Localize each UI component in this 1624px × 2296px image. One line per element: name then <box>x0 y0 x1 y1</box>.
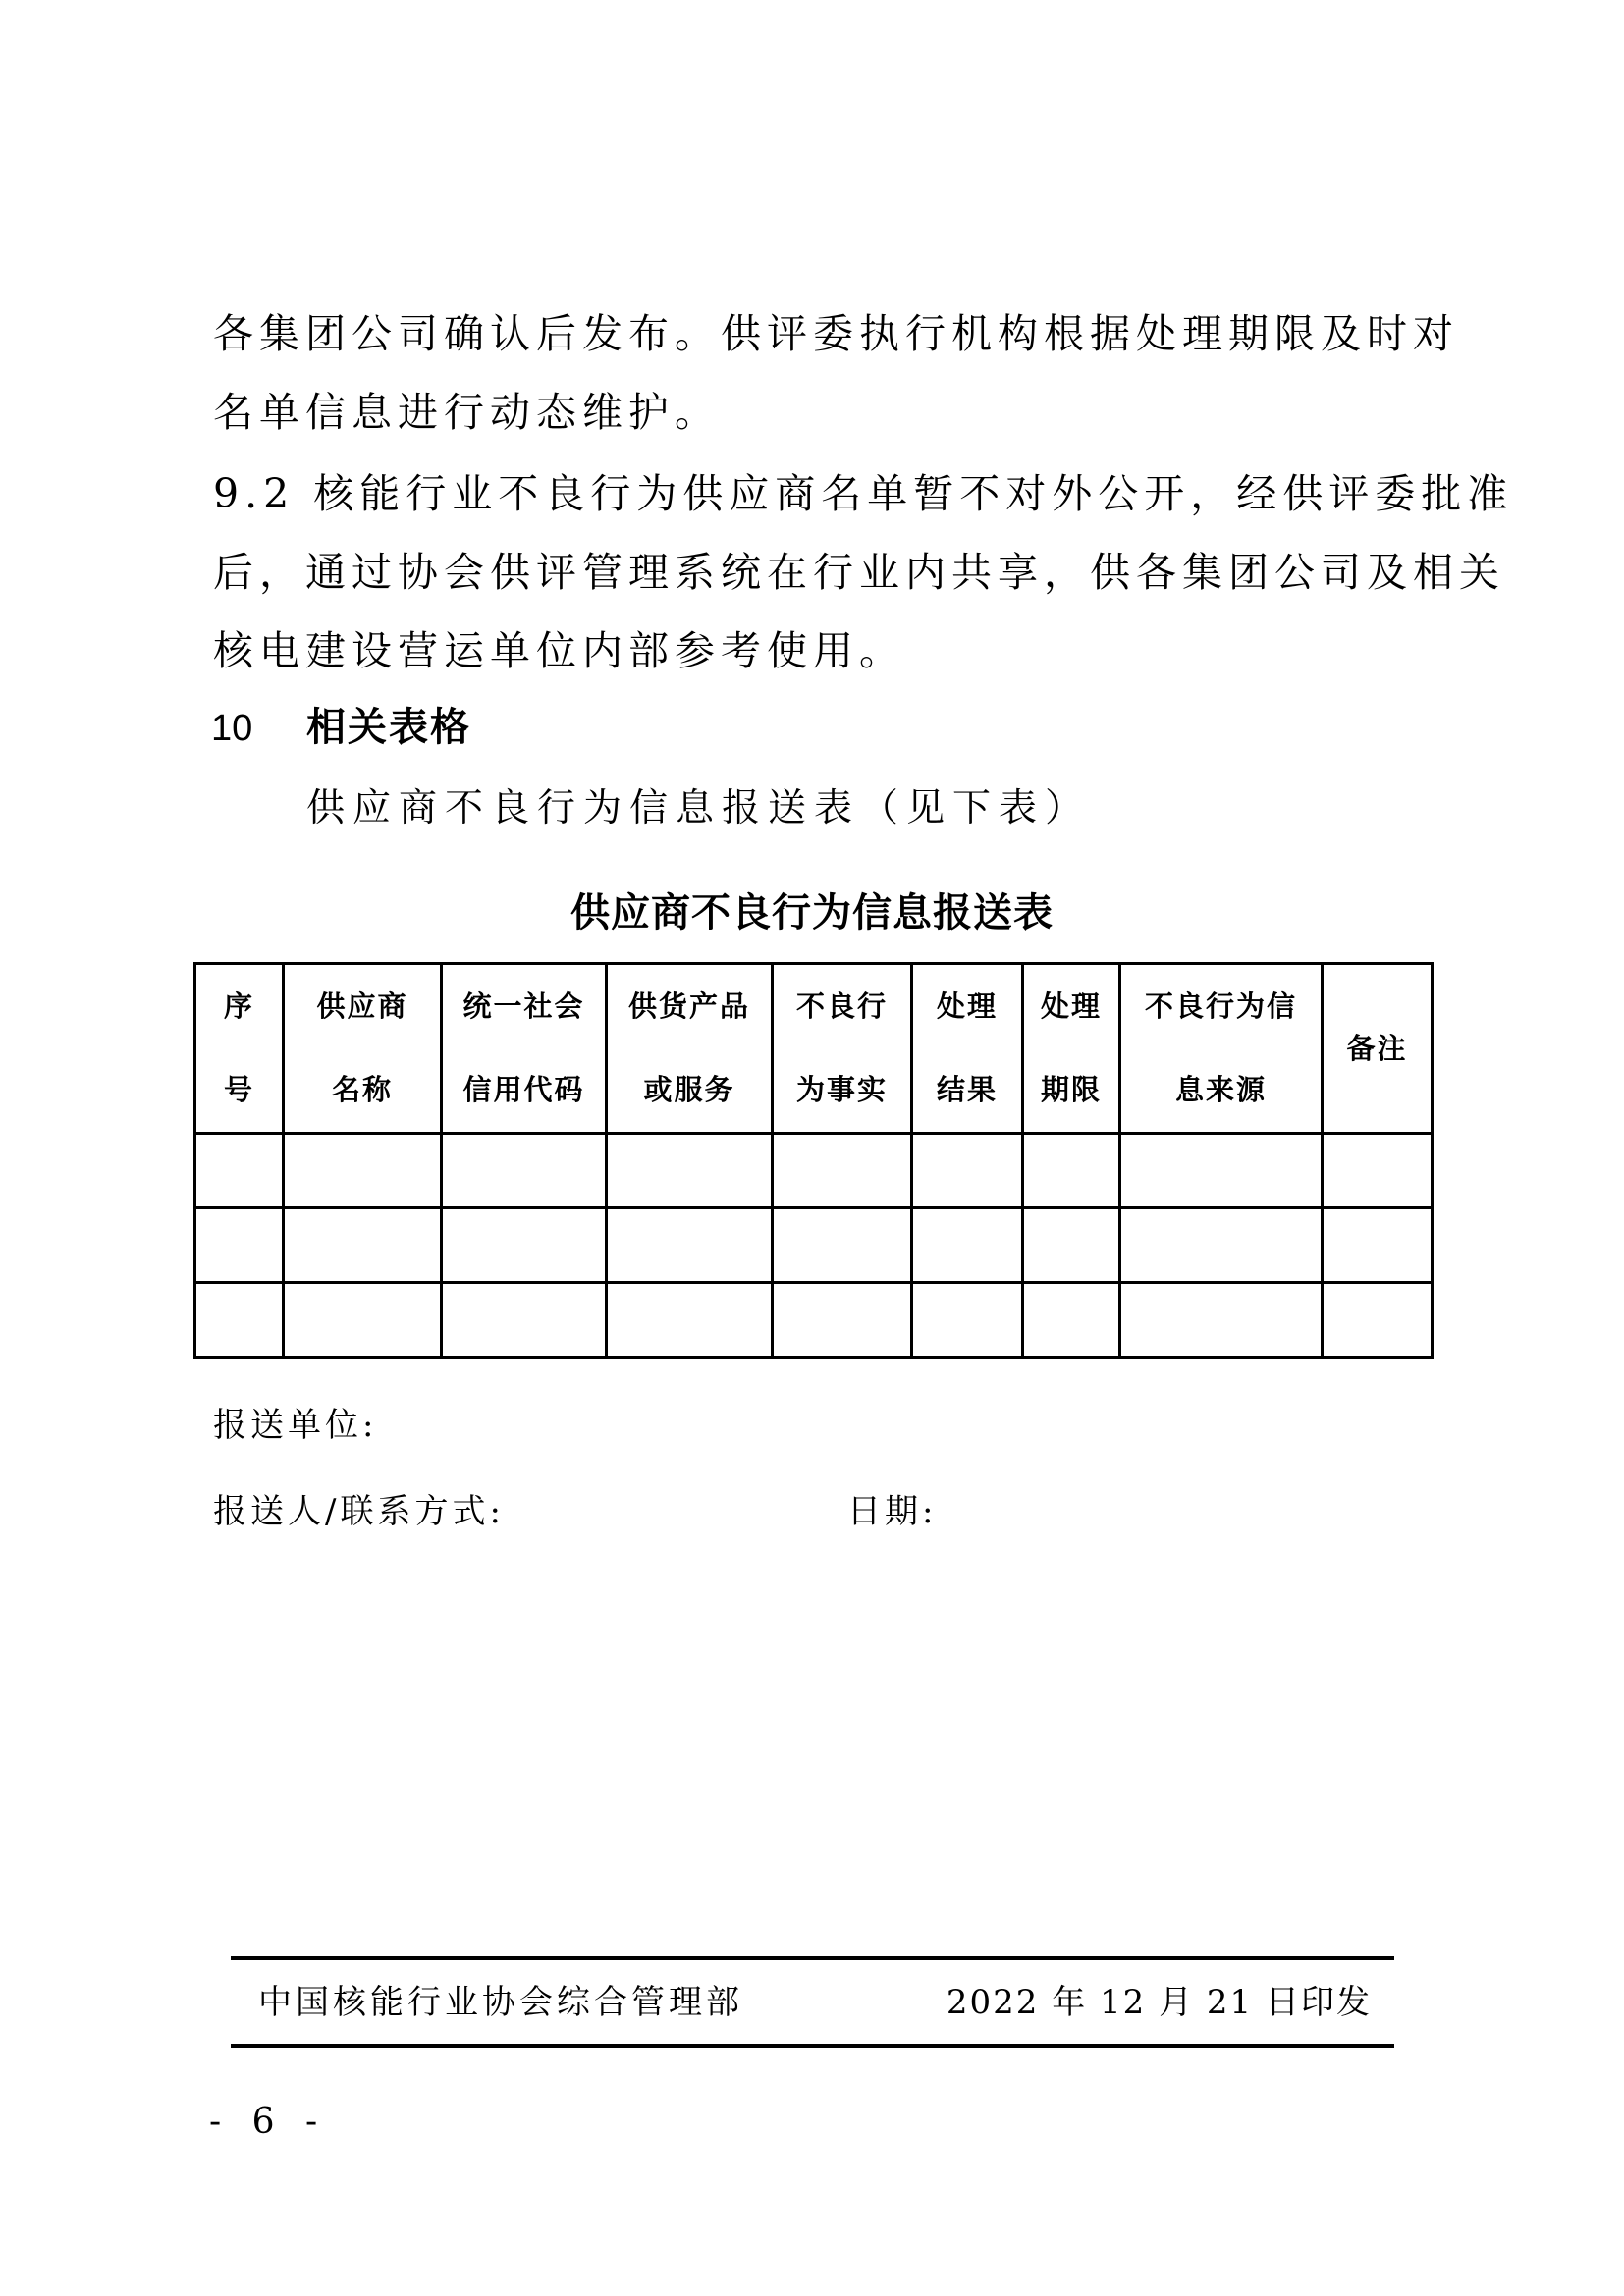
table-cell <box>1023 1208 1120 1283</box>
table-cell <box>284 1283 442 1358</box>
table-cell <box>442 1134 607 1208</box>
table-cell <box>195 1134 284 1208</box>
table-cell <box>607 1134 773 1208</box>
table-header-row <box>195 964 1433 1134</box>
table-cell <box>1023 1134 1120 1208</box>
table-cell <box>284 1208 442 1283</box>
table-row <box>195 1134 1433 1208</box>
footer-issue-date: 2022 年 12 月 21 日印发 <box>946 1983 1372 2022</box>
table-cell <box>1023 1283 1120 1358</box>
table-cell <box>195 1208 284 1283</box>
table-cell <box>912 1134 1023 1208</box>
body-line-3: 9.2 核能行业不良行为供应商名单暂不对外公开，经供评委批准 <box>213 470 1514 517</box>
footer-top-rule <box>231 1956 1394 1960</box>
table-cell <box>1323 1134 1433 1208</box>
column-header-credit-code: 统一社会 信用代码 <box>442 964 607 1134</box>
table-title: 供应商不良行为信息报送表 <box>570 889 1054 935</box>
page-number: - 6 - <box>209 2102 328 2142</box>
column-header-product-service: 供货产品 或服务 <box>607 964 773 1134</box>
body-line-4: 后，通过协会供评管理系统在行业内共享，供各集团公司及相关 <box>213 549 1505 596</box>
table-row <box>195 1208 1433 1283</box>
table-cell <box>1323 1283 1433 1358</box>
reporting-unit-label: 报送单位: <box>213 1406 378 1445</box>
footer-bottom-rule <box>231 2044 1394 2048</box>
table-cell <box>773 1134 912 1208</box>
column-header-supplier-name: 供应商 名称 <box>284 964 442 1134</box>
column-header-misconduct-facts: 不良行 为事实 <box>773 964 912 1134</box>
table-cell <box>1323 1208 1433 1283</box>
table-cell <box>1120 1134 1323 1208</box>
table-cell <box>607 1283 773 1358</box>
table-cell <box>773 1208 912 1283</box>
table-cell <box>773 1283 912 1358</box>
section-title: 相关表格 <box>306 705 471 750</box>
body-line-1: 各集团公司确认后发布。供评委执行机构根据处理期限及时对 <box>213 310 1459 357</box>
table-cell <box>284 1134 442 1208</box>
table-cell <box>912 1283 1023 1358</box>
table-cell <box>1120 1208 1323 1283</box>
table-cell <box>442 1208 607 1283</box>
column-header-info-source: 不良行为信 息来源 <box>1120 964 1323 1134</box>
table-cell <box>195 1283 284 1358</box>
column-header-handling-period: 处理 期限 <box>1023 964 1120 1134</box>
section-intro: 供应商不良行为信息报送表（见下表） <box>306 786 1092 830</box>
table-cell <box>1120 1283 1323 1358</box>
body-line-5: 核电建设营运单位内部参考使用。 <box>213 627 905 674</box>
table-row <box>195 1283 1433 1358</box>
report-table <box>193 962 1434 1359</box>
section-number: 10 <box>211 708 253 749</box>
table-cell <box>442 1283 607 1358</box>
table-cell <box>912 1208 1023 1283</box>
column-header-handling-result: 处理 结果 <box>912 964 1023 1134</box>
column-header-remarks: 备注 <box>1323 964 1433 1134</box>
column-header-serial: 序 号 <box>195 964 284 1134</box>
footer-issuer: 中国核能行业协会综合管理部 <box>258 1983 743 2022</box>
table-cell <box>607 1208 773 1283</box>
body-line-2: 名单信息进行动态维护。 <box>213 389 721 436</box>
reporter-contact-label: 报送人/联系方式: <box>213 1492 505 1531</box>
date-label: 日期: <box>847 1492 938 1531</box>
